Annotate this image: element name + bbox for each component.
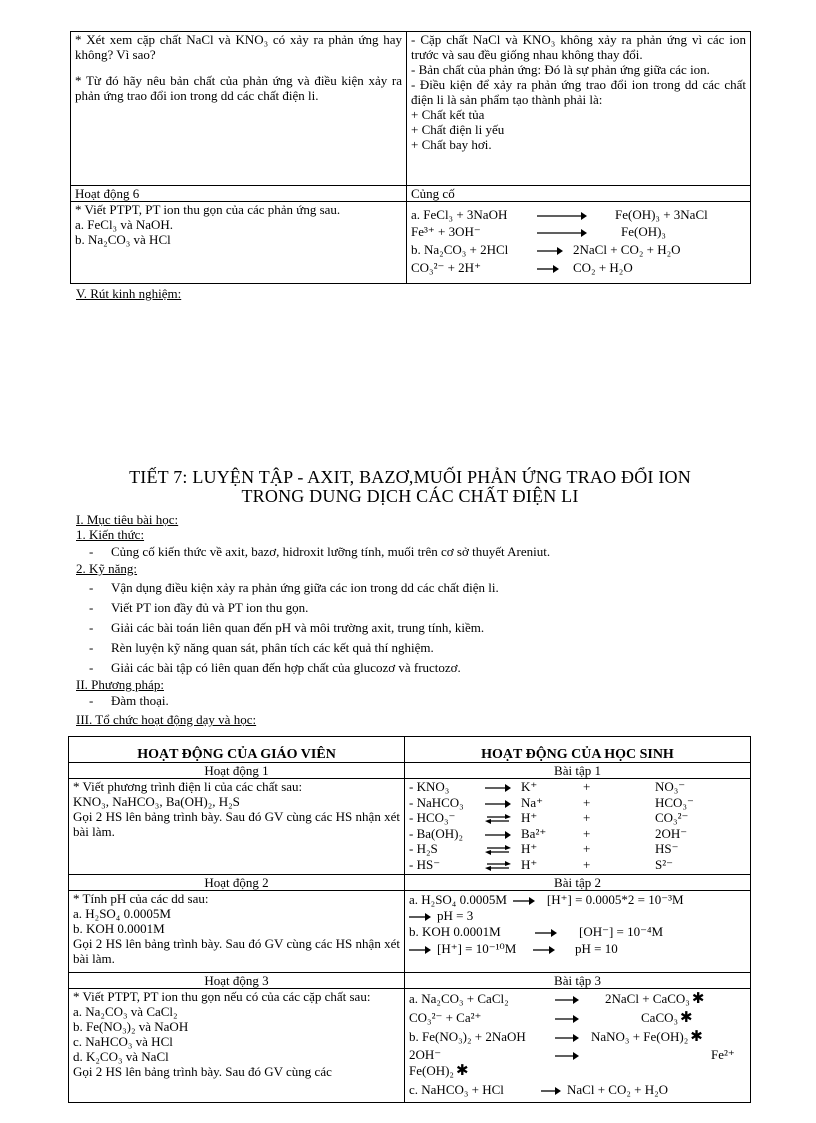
bai-tap-2-label: Bài tập 2 [405,875,751,891]
arrow-right-icon [485,779,517,795]
text-line: Gọi 2 HS lên bảng trình bày. Sau đó GV cùng các HS nhận xét bài làm. [73,809,400,839]
text-line: Gọi 2 HS lên bảng trình bày. Sau đó GV cùng các [73,1064,332,1079]
formula: - H₂S [409,841,438,856]
text-line: b. KOH 0.0001M [73,921,165,936]
kien-thuc-list [76,542,756,562]
plus-sign: + [583,779,591,794]
arrow-right-icon [409,940,435,957]
formula: H⁺ [521,841,538,856]
equation-left: a. FeCl₃ + 3NaOH [411,207,508,222]
list-item: - Rèn luyện kỹ năng quan sát, phân tích các kết quả thí nghiệm. [76,638,756,658]
equation-row [409,1027,746,1047]
precipitate-icon: ✱ [455,1063,469,1079]
precipitate-icon: ✱ [691,991,705,1007]
equation-row [409,1080,746,1100]
ionization-row [409,795,746,811]
ky-nang-list [76,578,756,678]
arrow-right-icon [555,989,585,1009]
arrow-right-icon [409,908,435,923]
formula: a. H₂SO₄ 0.0005M [409,892,507,907]
calc-row [409,891,746,908]
arrow-right-icon [485,795,517,811]
list-item: - Đàm thoại. [76,691,756,711]
arrow-right-icon [537,206,595,224]
hoat-dong-3-label: Hoạt động 3 [69,973,405,989]
plus-sign: + [583,841,591,856]
equation-right: CO₂ + H₂O [573,260,633,275]
text-line: Gọi 2 HS lên bảng trình bày. Sau đó GV cùng các HS nhận xét bài làm. [73,936,400,966]
list-item: - Giải các bài toán liên quan đến pH và môi trường axit, trung tính, kiềm. [76,618,756,638]
phuong-phap-heading: II. Phương pháp: [76,677,164,692]
to-chuc-heading: III. Tổ chức hoạt động dạy và học: [76,712,257,727]
list-item: - Viết PT ion đầy đủ và PT ion thu gọn. [76,598,756,618]
exercise-item: a. FeCl₃ và NaOH. [75,217,174,232]
equation-left: b. Fe(NO₃)₂ + 2NaOH [409,1029,526,1044]
top-row3-right [407,202,751,284]
formula: - KNO₃ [409,779,450,794]
formula: - HCO₃⁻ [409,810,456,825]
bai-tap-1-label: Bài tập 1 [405,763,751,779]
plus-sign: + [583,810,591,825]
top-row1-left [71,32,407,186]
equation-right: 2NaCl + CO₂ + H₂O [573,242,681,257]
answer-line: - Cặp chất NaCl và KNO₃ không xảy ra phản ứng vì các ion trước và sau đều giống nhau không thay đổi. [411,32,746,62]
list-item: - Củng cố kiến thức về axit, bazơ, hidroxit lưỡng tính, muối trên cơ sở thuyết Areniut. [76,542,756,562]
equation-right: NaCl + CO₂ + H₂O [567,1082,669,1097]
arrow-right-icon [555,1009,585,1027]
equation-left: CO₃²⁻ + Ca²⁺ [409,1010,482,1025]
equation-row [411,224,746,240]
kien-thuc-heading: 1. Kiến thức: [76,527,145,542]
list-item: - Vận dụng điều kiện xảy ra phản ứng giữa các ion trong dd các chất điện li. [76,578,756,598]
arrow-right-icon [541,1080,563,1100]
equation-row [409,1009,746,1027]
text-line: a. Na₂CO₃ và CaCl₂ [73,1004,178,1019]
formula: pH = 3 [437,908,474,923]
equation-right: Fe²⁺ [711,1047,735,1062]
precipitate-icon: ✱ [680,1010,693,1026]
arrow-right-icon [535,923,563,940]
text-line: c. NaHCO₃ và HCl [73,1034,173,1049]
header-giao-vien: HOẠT ĐỘNG CỦA GIÁO VIÊN [69,737,405,763]
arrow-right-icon [555,1027,585,1047]
formula: HS⁻ [655,841,679,856]
rut-kinh-nghiem-heading: V. Rút kinh nghiệm: [76,286,182,301]
header-hoc-sinh: HOẠT ĐỘNG CỦA HỌC SINH [405,737,751,763]
answer-line: + Chất bay hơi. [411,137,492,152]
equilibrium-arrow-icon [485,810,517,826]
ionization-row [409,810,746,826]
formula: H⁺ [521,856,538,872]
bai-tap-3-label: Bài tập 3 [405,973,751,989]
arrow-right-icon [537,240,567,260]
ionization-row [409,779,746,795]
equation-right: CaCO₃ [641,1010,679,1025]
exercise-item: b. Na₂CO₃ và HCl [75,232,171,247]
answer-line: + Chất điện li yếu [411,122,505,137]
equation-left: c. NaHCO₃ + HCl [409,1082,504,1097]
equation-row [409,989,746,1009]
bt3-content [405,989,751,1103]
hoat-dong-6-label: Hoạt động 6 [71,186,407,202]
calc-row [409,923,746,940]
equation-right: Fe(OH)₃ [621,224,666,239]
bt2-content [405,891,751,973]
formula: Na⁺ [521,794,544,810]
plus-sign: + [583,825,591,841]
ionization-row [409,841,746,857]
formula: b. KOH 0.0001M [409,924,501,939]
formula: - NaHCO₃ [409,794,464,810]
formula: 2OH⁻ [655,825,688,841]
question-ban-chat: * Từ đó hãy nêu bản chất của phản ứng và điều kiện xảy ra phản ứng trao đổi ion trong dd các chất điện li. [75,73,402,103]
text-line: * Viết PTPT, PT ion thu gọn nếu có của các cặp chất sau: [73,989,371,1004]
hd3-content [69,989,405,1103]
plus-sign: + [583,856,591,872]
lesson-title-line2: TRONG DUNG DỊCH CÁC CHẤT ĐIỆN LI [241,486,579,506]
formula: Ba²⁺ [521,825,547,841]
text-line: b. Fe(NO₃)₂ và NaOH [73,1019,189,1034]
formula: NO₃⁻ [655,779,686,794]
equation-row [411,240,746,260]
equation-right: NaNO₃ + Fe(OH)₂ [591,1029,689,1044]
equation-left: CO₃²⁻ + 2H⁺ [411,260,481,275]
question-nacl-kno3: * Xét xem cặp chất NaCl và KNO₃ có xảy ra phản ứng hay không? Vì sao? [75,32,402,62]
text-line: * Tính pH của các dd sau: [73,891,209,906]
formula: HCO₃⁻ [655,794,694,810]
ky-nang-heading: 2. Kỹ năng: [76,561,138,576]
hd2-content [69,891,405,973]
activity-table [68,736,751,1103]
bt1-content [405,779,751,875]
ionization-row [409,857,746,873]
calc-row [409,908,746,923]
answer-line: + Chất kết tủa [411,107,485,122]
plus-sign: + [583,794,591,810]
text-line: d. K₂CO₃ và NaCl [73,1049,169,1064]
lesson-title-line1: TIẾT 7: LUYỆN TẬP - AXIT, BAZƠ,MUỐI PHẢN ỨNG TRAO ĐỔI ION [129,467,691,487]
formula: CO₃²⁻ [655,810,689,825]
top-table [70,31,751,284]
formula: [OH⁻] = 10⁻⁴M [579,924,664,939]
list-item: - Giải các bài tập có liên quan đến hợp chất của glucozơ và fructozơ. [76,658,756,678]
precipitate-icon: ✱ [690,1029,703,1045]
hoat-dong-2-label: Hoạt động 2 [69,875,405,891]
formula: K⁺ [521,779,538,794]
text-line: * Viết phương trình điện li của các chất sau: [73,779,303,794]
arrow-right-icon [485,826,517,842]
equation-row [409,1047,746,1062]
equation-left: Fe(OH)₂ [409,1063,454,1078]
arrow-right-icon [513,891,541,908]
cung-co-label: Củng cố [407,186,751,202]
exercise-prompt: * Viết PTPT, PT ion thu gọn của các phản ứng sau. [75,202,341,217]
top-row1-right [407,32,751,186]
phuong-phap-list [76,691,756,711]
formula: H⁺ [521,810,538,825]
equation-left: a. Na₂CO₃ + CaCl₂ [409,991,509,1006]
formula: [H⁺] = 0.0005*2 = 10⁻³M [546,892,684,907]
equation-right: 2NaCl + CaCO₃ [605,991,690,1006]
text-line: KNO₃, NaHCO₃, Ba(OH)₂, H₂S [73,794,240,809]
equation-left: 2OH⁻ [409,1047,442,1062]
arrow-right-icon [537,260,567,276]
equation-left: Fe³⁺ + 3OH⁻ [411,224,481,239]
equilibrium-arrow-icon [485,841,517,857]
ionization-row [409,826,746,842]
equation-row [411,206,746,224]
equilibrium-arrow-icon [485,857,517,873]
hoat-dong-1-label: Hoạt động 1 [69,763,405,779]
arrow-right-icon [533,940,561,957]
formula: [H⁺] = 10⁻¹⁰M [437,941,517,956]
answer-line: - Bản chất của phản ứng: Đó là sự phản ứng giữa các ion. [411,62,710,77]
equation-row [409,1062,746,1080]
formula: S²⁻ [655,856,673,872]
equation-row [411,260,746,276]
arrow-right-icon [555,1047,585,1062]
formula: pH = 10 [575,941,618,956]
calc-row [409,940,746,957]
equation-right: Fe(OH)₃ + 3NaCl [615,207,708,222]
arrow-right-icon [537,224,595,240]
answer-line: - Điều kiện để xảy ra phản ứng trao đổi ion trong dd các chất điện li là sản phẩm tạo thành phải là: [411,77,746,107]
formula: - Ba(OH)₂ [409,825,463,841]
equation-left: b. Na₂CO₃ + 2HCl [411,242,509,257]
top-row3-left [71,202,407,284]
text-line: a. H₂SO₄ 0.0005M [73,906,171,921]
muc-tieu-heading: I. Mục tiêu bài học: [76,512,179,527]
hd1-content [69,779,405,875]
formula: - HS⁻ [409,856,441,872]
